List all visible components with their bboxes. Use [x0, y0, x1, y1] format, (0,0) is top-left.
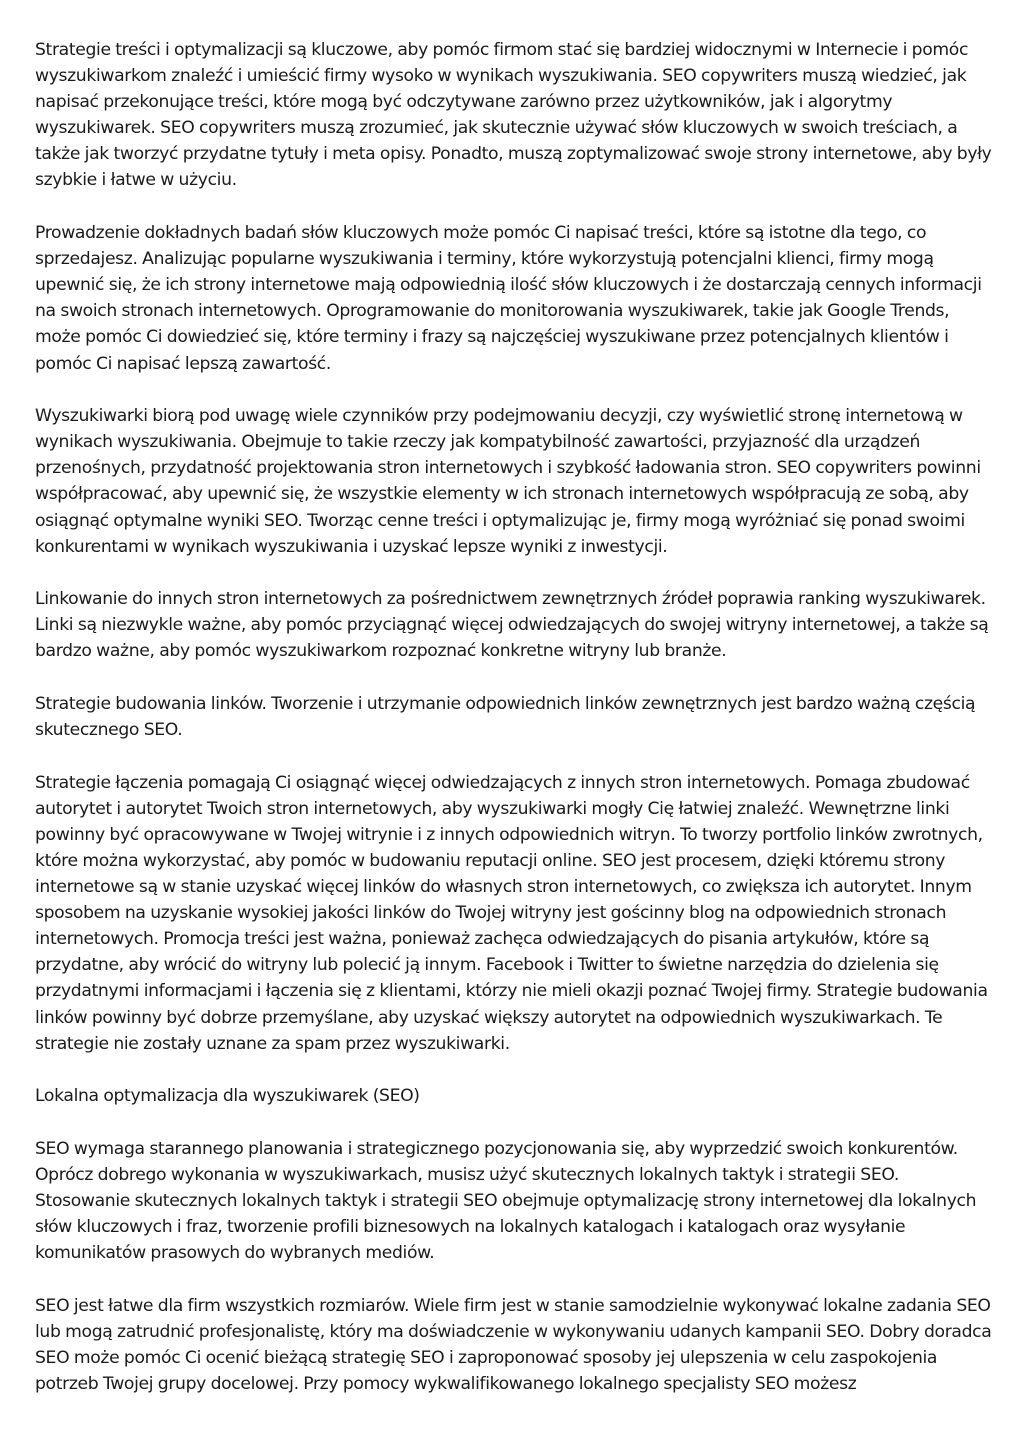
paragraph-ranking-factors: Wyszukiwarki biorą pod uwagę wiele czynników przy podejmowaniu decyzji, czy wyświetlić stronę internetową w wynikach wyszukiwania. Obejmuje to takie rzeczy jak kompatybilność zawartości, przyjazność dla urządzeń przenośnych, przydatność projektowania stron internetowych i szybkość ładowania stron. SEO copywriters powinni współpracować, aby upewnić się, że wszystkie elementy w ich stronach internetowych współpracują ze sobą, aby osiągnąć optymalne wyniki SEO. Tworząc cenne treści i optymalizując je, firmy mogą wyróżniać się ponad swoimi konkurentami w wynikach wyszukiwania i uzyskać lepsze wyniki z inwestycji.	[35, 406, 981, 557]
paragraph-local-seo-for-business: SEO jest łatwe dla firm wszystkich rozmiarów. Wiele firm jest w stanie samodzielnie wykonywać lokalne zadania SEO lub mogą zatrudnić profesjonalistę, który ma doświadczenie w wykonywaniu udanych kampanii SEO. Dobry doradca SEO może pomóc Ci ocenić bieżącą strategię SEO i zaproponować sposoby jej ulepszenia w celu zaspokojenia potrzeb Twojej grupy docelowej. Przy pomocy wykwalifikowanego lokalnego specjalisty SEO możesz	[35, 1295, 992, 1395]
paragraph-content-strategies: Strategie treści i optymalizacji są kluczowe, aby pomóc firmom stać się bardziej widocznymi w Internecie i pomóc wyszukiwarkom znaleźć i umieścić firmy wysoko w wynikach wyszukiwania. SEO copywriters muszą wiedzieć, jak napisać przekonujące treści, które mogą być odczytywane zarówno przez użytkowników, jak i algorytmy wyszukiwarek. SEO copywriters muszą zrozumieć, jak skutecznie używać słów kluczowych w swoich treściach, a także jak tworzyć przydatne tytuły i meta opisy. Ponadto, muszą zoptymalizować swoje strony internetowe, aby były szybkie i łatwe w użyciu.	[35, 40, 992, 191]
paragraph-local-seo-planning: SEO wymaga starannego planowania i strategicznego pozycjonowania się, aby wyprzedzić swoich konkurentów. Oprócz dobrego wykonania w wyszukiwarkach, musisz użyć skutecznych lokalnych taktyk i strategii SEO. Stosowanie skutecznych lokalnych taktyk i strategii SEO obejmuje optymalizację strony internetowej dla lokalnych słów kluczowych i fraz, tworzenie profili biznesowych na lokalnych katalogach i katalogach oraz wysyłanie komunikatów prasowych do wybranych mediów.	[35, 1138, 977, 1264]
paragraph-external-linking: Linkowanie do innych stron internetowych za pośrednictwem zewnętrznych źródeł poprawia ranking wyszukiwarek. Linki są niezwykle ważne, aby pomóc przyciągnąć więcej odwiedzających do swojej witryny internetowej, a także są bardzo ważne, aby pomóc wyszukiwarkom rozpoznać konkretne witryny lub branże.	[35, 589, 989, 662]
paragraph-link-building-intro: Strategie budowania linków. Tworzenie i utrzymanie odpowiednich linków zewnętrznych jest bardzo ważną częścią skutecznego SEO.	[35, 693, 976, 741]
paragraph-linking-strategies: Strategie łączenia pomagają Ci osiągnąć więcej odwiedzających z innych stron internetowych. Pomaga zbudować autorytet i autorytet Twoich stron internetowych, aby wyszukiwarki mogły Cię łatwiej znaleźć. Wewnętrzne linki powinny być opracowywane w Twojej witrynie i z innych odpowiednich witryn. To tworzy portfolio linków zwrotnych, które można wykorzystać, aby pomóc w budowaniu reputacji online. SEO jest procesem, dzięki któremu strony internetowe są w stanie uzyskać więcej linków do własnych stron internetowych, co zwiększa ich autorytet. Innym sposobem na uzyskanie wysokiej jakości linków do Twojej witryny jest gościnny blog na odpowiednich stronach internetowych. Promocja treści jest ważna, ponieważ zachęca odwiedzających do pisania artykułów, które są przydatne, aby wrócić do witryny lub polecić ją innym. Facebook i Twitter to świetne narzędzia do dzielenia się przydatnymi informacjami i łączenia się z klientami, którzy nie mieli okazji poznać Twojej firmy. Strategie budowania linków powinny być dobrze przemyślane, aby uzyskać większy autorytet na odpowiednich wyszukiwarkach. Te strategie nie zostały uznane za spam przez wyszukiwarki.	[35, 772, 988, 1054]
section-heading-local-seo: Lokalna optymalizacja dla wyszukiwarek (SEO)	[35, 1086, 420, 1107]
paragraph-keyword-research: Prowadzenie dokładnych badań słów kluczowych może pomóc Ci napisać treści, które są istotne dla tego, co sprzedajesz. Analizując popularne wyszukiwania i terminy, które wykorzystują potencjalni klienci, firmy mogą upewnić się, że ich strony internetowe mają odpowiednią ilość słów kluczowych i że dostarczają cennych informacji na swoich stronach internetowych. Oprogramowanie do monitorowania wyszukiwarek, takie jak Google Trends, może pomóc Ci dowiedzieć się, które terminy i frazy są najczęściej wyszukiwane przez potencjalnych klientów i pomóc Ci napisać lepszą zawartość.	[35, 223, 982, 374]
